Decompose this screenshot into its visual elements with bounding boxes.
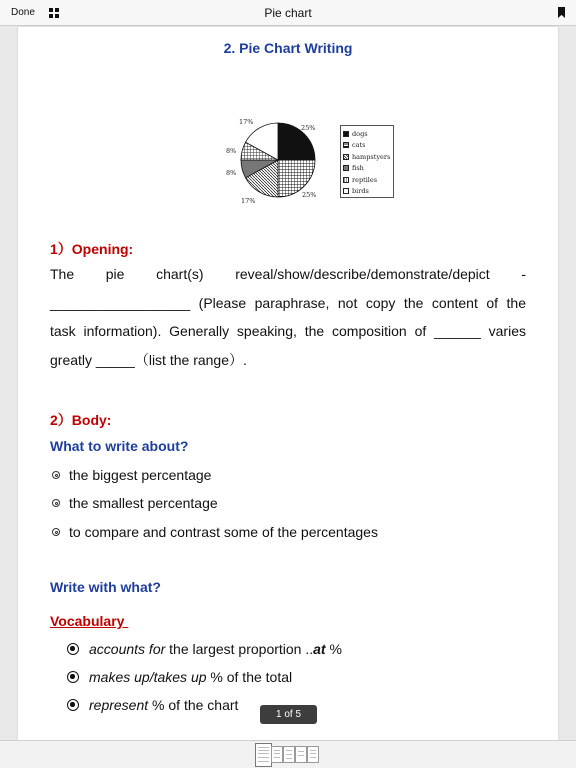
legend-item [343, 140, 391, 152]
pie-label-reptiles: 8% [226, 147, 237, 155]
legend-label: dogs [352, 129, 368, 138]
legend-label: fish [352, 164, 364, 173]
list-item [52, 524, 378, 540]
document-page[interactable] [18, 27, 558, 740]
page-heading: 2. Pie Chart Writing [223, 40, 353, 56]
vocab-rest: % [325, 641, 342, 657]
bullet-icon [52, 528, 60, 536]
list-item [52, 495, 218, 511]
vocab-text [89, 669, 292, 685]
legend-item [343, 151, 391, 163]
vocab-rest: % of the total [206, 669, 293, 685]
pie-label-birds: 17% [239, 118, 254, 126]
vocab-phrase: represent [89, 697, 149, 713]
bullet-icon [52, 471, 60, 479]
legend-item [343, 163, 391, 175]
done-button[interactable]: Done [11, 7, 35, 18]
list-item [52, 467, 211, 483]
vocab-item [67, 641, 342, 657]
top-toolbar [0, 0, 576, 26]
vocab-phrase: makes up/takes up [89, 669, 207, 685]
vocab-text [89, 697, 238, 713]
body-question: What to write about? [50, 438, 189, 454]
pie-label-hampstyers: 17% [241, 197, 256, 205]
page-thumbnail-2[interactable] [271, 746, 283, 763]
thumbnail-strip [0, 740, 576, 768]
pie-label-fish: 8% [226, 169, 237, 177]
legend-swatch-cats [343, 142, 349, 148]
opening-paragraph [50, 260, 526, 374]
vocab-mid: the largest proportion .. [165, 641, 314, 657]
legend-swatch-dogs [343, 131, 349, 137]
legend-item [343, 128, 391, 140]
pie-label-dogs: 25% [301, 124, 316, 132]
opening-line: task information). Generally speaking, the composition of ______ varies [50, 323, 526, 339]
page-thumbnail-1[interactable] [255, 743, 272, 767]
bullet-text: the smallest percentage [69, 495, 218, 511]
bullet-text: to compare and contrast some of the percentages [69, 524, 378, 540]
legend-item [343, 186, 391, 198]
document-title: Pie chart [264, 6, 312, 20]
radio-bullet-icon [67, 643, 79, 655]
page-thumbnail-5[interactable] [307, 746, 319, 763]
vocabulary-title [50, 613, 128, 629]
legend-label: hampstyers [352, 152, 391, 161]
body-title: 2）Body: [50, 412, 112, 428]
page-thumbnail-3[interactable] [283, 746, 295, 763]
opening-title: 1）Opening: [50, 241, 134, 257]
legend-label: birds [352, 187, 369, 196]
vocab-text [89, 641, 342, 657]
legend-label: reptiles [352, 175, 378, 184]
radio-bullet-icon [67, 671, 79, 683]
opening-line: greatly _____（list the range）. [50, 351, 247, 368]
vocab-emphasis: at [313, 641, 326, 657]
vocab-rest: % of the chart [148, 697, 239, 713]
pie-chart [204, 115, 319, 210]
page-indicator: 1 of 5 [260, 705, 317, 724]
legend-swatch-birds [343, 188, 349, 194]
page-thumbnail-4[interactable] [295, 746, 307, 763]
radio-bullet-icon [67, 699, 79, 711]
bullet-text: the biggest percentage [69, 467, 212, 483]
bullet-icon [52, 499, 60, 507]
opening-line: __________________ (Please paraphrase, not copy the content of the [50, 294, 526, 311]
pie-label-cats: 25% [302, 191, 317, 199]
legend-swatch-fish [343, 165, 349, 171]
legend-swatch-reptiles [343, 177, 349, 183]
vocab-item [67, 697, 238, 713]
legend-item [343, 174, 391, 186]
vocab-phrase: accounts for [89, 641, 166, 657]
write-with-title: Write with what? [50, 579, 161, 595]
pie-legend [340, 125, 394, 198]
vocab-item [67, 669, 292, 685]
vocabulary-title-text: Vocabulary [50, 613, 125, 629]
legend-label: cats [352, 141, 366, 150]
legend-swatch-hampstyers [343, 154, 349, 160]
opening-line: The pie chart(s) reveal/show/describe/demonstrate/depict - [50, 266, 526, 282]
